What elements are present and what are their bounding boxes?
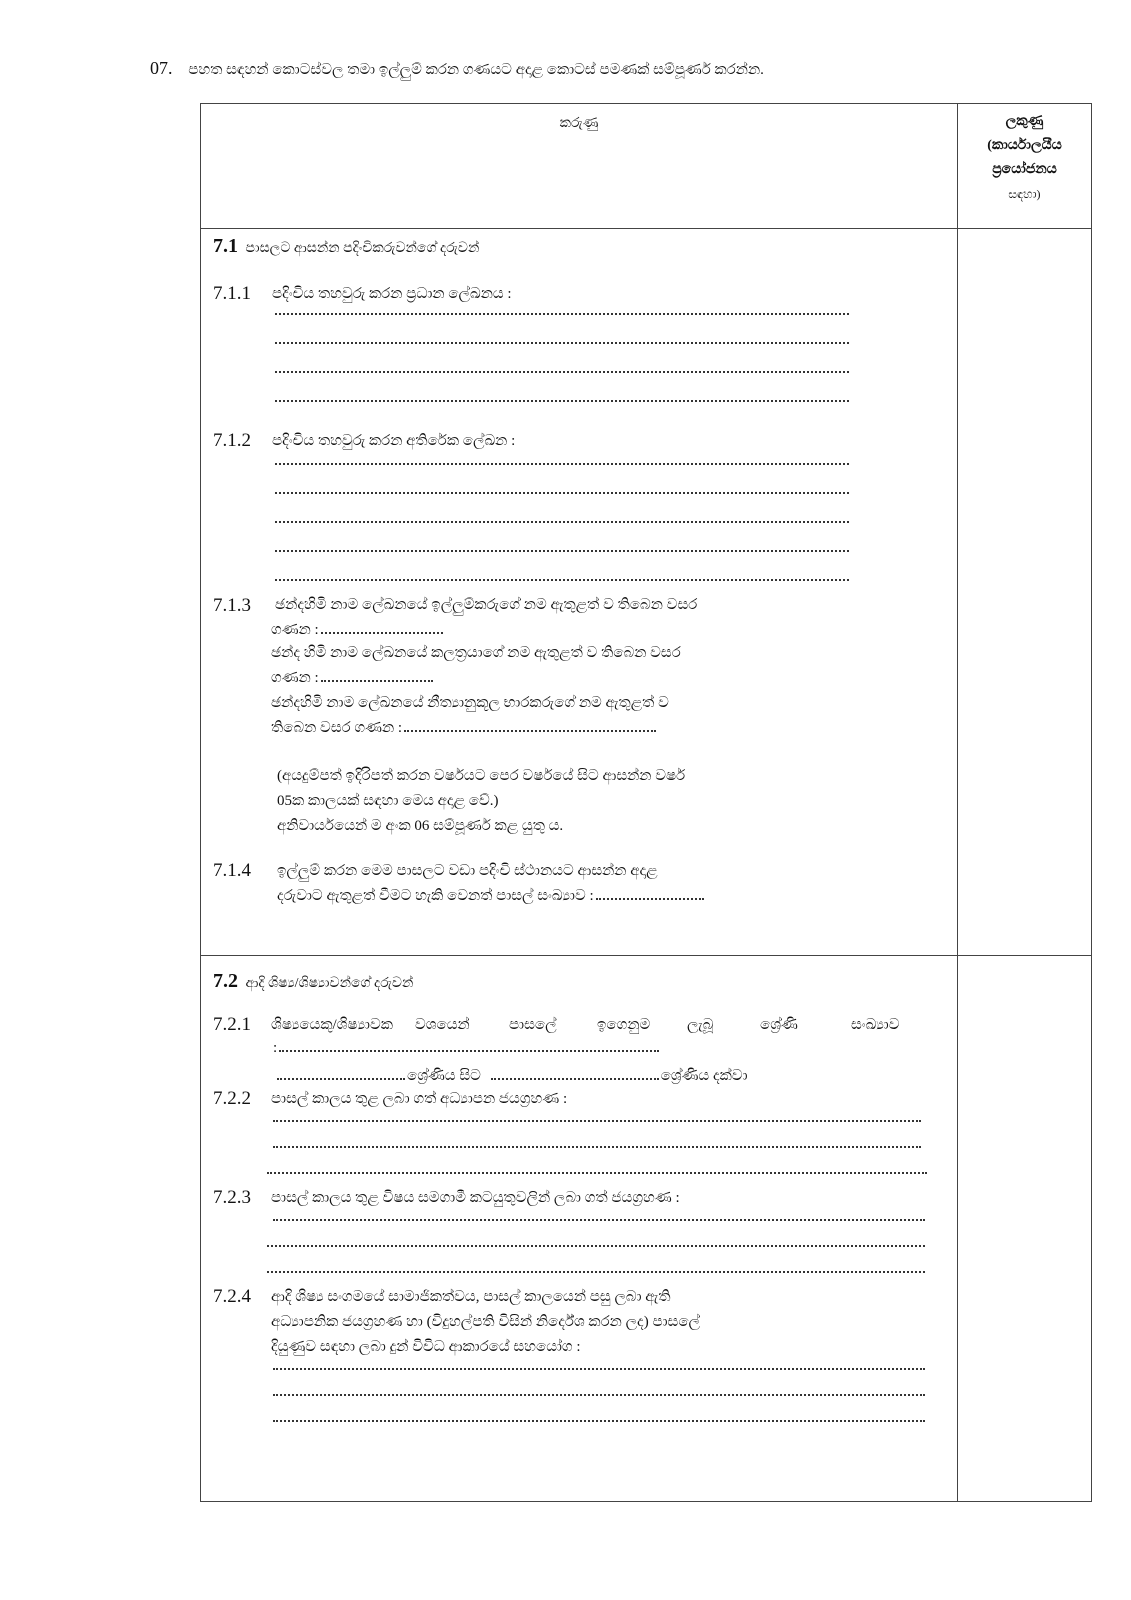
item-7-2-4-line-3[interactable] [273, 1418, 925, 1422]
item-7-1-3-note-line-1: (අයදුම්පත් ඉදිරිපත් කරන වර්ෂයට පෙර වර්ෂයේ සිට ආසන්න වර්ෂ [277, 768, 686, 784]
item-7-2-1-w3: පාසලේ [509, 1017, 557, 1033]
item-7-1-3-guardian-years-field[interactable] [404, 728, 656, 732]
item-7-1-4-number: 7.1.4 [213, 860, 251, 881]
item-7-2-2-line-1[interactable] [273, 1118, 921, 1122]
item-7-1-1-label: පදිංචිය තහවුරු කරන ප්‍රධාන ලේඛනය : [272, 286, 512, 302]
section-7-2-row [201, 956, 1092, 1502]
question-instruction: පහත සඳහන් කොටස්වල තමා ඉල්ලුම් කරන ගණයට අදාළ කොටස් පමණක් සම්පූර්ණ කරන්න. [188, 62, 764, 78]
section-7-1-number: 7.1 [213, 235, 238, 257]
item-7-2-2-number: 7.2.2 [213, 1088, 251, 1109]
marks-header-line-3: ප්‍රයෝජනය [992, 162, 1057, 177]
item-7-2-1-w5: ලැබූ [687, 1017, 714, 1033]
item-7-2-1-grades-count [273, 1040, 661, 1057]
section-7-2-title-text: ආදි ශිෂ්‍ය/ශිෂ්‍යාවන්ගේ දරුවන් [245, 976, 414, 991]
section-7-1-title [213, 235, 479, 258]
item-7-1-3-applicant-years-label: ගණන : [271, 622, 319, 638]
section-7-2-title [213, 970, 413, 993]
section-7-1-title-text: පාසලට ආසන්න පදිංචිකරුවන්ගේ දරුවන් [245, 241, 480, 256]
table-header-row [201, 104, 1092, 229]
marks-header-line-4: සඳහා) [1008, 187, 1041, 201]
item-7-2-4-label-line-2: අධ්‍යාපනික ජයග්‍රහණ හා (විදුහල්පති විසින් නිර්දේශ කරන ලද) පාසලේ [271, 1314, 700, 1330]
item-7-1-1-line-3[interactable] [275, 369, 849, 373]
item-7-2-1-colon: : [273, 1040, 278, 1056]
facts-column-header: කරුණු [201, 104, 958, 229]
item-7-1-4-label-line-2-text: දරුවාට ඇතුළත් වීමට හැකි වෙනත් පාසල් සංඛ්‍යාව : [277, 888, 594, 904]
item-7-1-4-label-line-2 [277, 887, 706, 905]
item-7-2-1-to-grade-field[interactable] [491, 1076, 659, 1080]
section-7-1-row [201, 229, 1092, 956]
item-7-1-3-note-line-2: 05ක කාලයක් සඳහා මෙය අදාළ වේ.) [277, 793, 499, 809]
item-7-1-3-guardian-years [271, 719, 658, 737]
item-7-2-4-line-1[interactable] [273, 1366, 925, 1370]
item-7-1-2-number: 7.1.2 [213, 430, 251, 451]
item-7-2-1-w2: වශයෙන් [415, 1017, 470, 1033]
item-7-2-3-number: 7.2.3 [213, 1187, 251, 1208]
item-7-1-4-other-schools-field[interactable] [596, 896, 704, 900]
item-7-2-1-to-label: ශ්‍රේණිය දක්වා [660, 1068, 748, 1084]
item-7-2-1-w7: සංඛ්‍යාව [851, 1017, 900, 1033]
item-7-2-3-line-2[interactable] [267, 1243, 925, 1247]
item-7-2-4-line-2[interactable] [273, 1392, 925, 1396]
marks-header-line-1: ලකුණු [1005, 114, 1044, 129]
item-7-1-3-number: 7.1.3 [213, 595, 251, 616]
item-7-1-4-label-line-1: ඉල්ලුම් කරන මෙම පාසලට වඩා පදිංචි ස්ථානයට ආසන්න අදාළ [277, 863, 658, 879]
section-7-2-content [201, 956, 958, 1502]
section-7-1-content [201, 229, 958, 956]
marks-column-header [958, 104, 1092, 229]
question-number: 07. [150, 58, 173, 78]
question-header [150, 58, 764, 79]
item-7-1-2-line-5[interactable] [275, 577, 849, 581]
item-7-2-3-line-3[interactable] [267, 1269, 925, 1273]
item-7-1-3-spouse-years-field[interactable] [321, 678, 433, 682]
item-7-1-3-applicant-years-field[interactable] [321, 630, 443, 634]
item-7-1-3-applicant-years [271, 621, 445, 639]
item-7-2-1-w6: ශ්‍රේණි [760, 1017, 798, 1033]
item-7-1-1-line-2[interactable] [275, 340, 849, 344]
item-7-1-2-line-2[interactable] [275, 490, 849, 494]
item-7-1-1-number: 7.1.1 [213, 283, 251, 304]
item-7-2-4-label-line-1: ආදි ශිෂ්‍ය සංගමයේ සාමාජිකත්වය, පාසල් කාලයෙන් පසු ලබා ඇති [271, 1289, 671, 1305]
item-7-1-3-mandatory-note: අනිවාර්යයෙන් ම අංක 06 සම්පූර්ණ කළ යුතු ය. [277, 818, 564, 834]
item-7-1-1-line-1[interactable] [275, 311, 849, 315]
item-7-1-2-line-4[interactable] [275, 548, 849, 552]
item-7-2-1-from-label: ශ්‍රේණිය සිට [407, 1068, 481, 1084]
item-7-2-1-w4: ඉගෙනුම [597, 1017, 651, 1033]
item-7-1-2-label: පදිංචිය තහවුරු කරන අතිරේක ලේඛන : [272, 433, 516, 449]
item-7-1-3-guardian-years-label: තිබෙන වසර ගණන : [271, 720, 403, 736]
item-7-1-3-voter-guardian: ඡන්දහිමි නාම ලේඛනයේ නීත්‍යානුකූල භාරකරුගේ නම ඇතුළත් ව [271, 695, 669, 711]
item-7-1-3-spouse-years-label: ගණන : [271, 670, 319, 686]
item-7-2-1-from-grade-field[interactable] [277, 1076, 405, 1080]
item-7-2-4-label-line-3: දියුණුව සඳහා ලබා දුන් විවිධ ආකාරයේ සහයෝග : [271, 1339, 581, 1355]
item-7-1-1-line-4[interactable] [275, 398, 849, 402]
item-7-1-3-voter-applicant: ඡන්දහිමි නාම ලේඛනයේ ඉල්ලුම්කරුගේ නම ඇතුළත් ව තිබෙන වසර [275, 597, 698, 613]
item-7-1-2-line-1[interactable] [275, 461, 849, 465]
item-7-2-2-line-2[interactable] [273, 1144, 921, 1148]
item-7-1-3-spouse-years [271, 669, 435, 687]
section-7-2-number: 7.2 [213, 970, 238, 992]
item-7-2-1-grades-count-field[interactable] [279, 1048, 659, 1052]
item-7-2-2-line-3[interactable] [267, 1170, 927, 1174]
item-7-2-3-label: පාසල් කාලය තුළ විෂය සමගාමී කටයුතුවලින් ලබා ගත් ජයග්‍රහණ : [271, 1190, 680, 1206]
marks-header-line-2: (කාර්යාලයීය [987, 138, 1062, 153]
item-7-2-4-number: 7.2.4 [213, 1286, 251, 1307]
item-7-2-1-grade-range [275, 1067, 748, 1085]
item-7-1-3-voter-spouse: ඡන්ද හිමි නාම ලේඛනයේ කලත්‍රයාගේ නම ඇතුළත් ව තිබෙන වසර [271, 645, 681, 661]
item-7-1-2-line-3[interactable] [275, 519, 849, 523]
application-form-table [200, 103, 1092, 1502]
section-7-2-marks-cell[interactable] [958, 956, 1092, 1502]
item-7-2-3-line-1[interactable] [273, 1217, 925, 1221]
section-7-1-marks-cell[interactable] [958, 229, 1092, 956]
item-7-2-1-number: 7.2.1 [213, 1014, 251, 1035]
item-7-2-1-w1: ශිෂ්‍යයෙකු/ශිෂ්‍යාවක [271, 1017, 393, 1033]
item-7-2-2-label: පාසල් කාලය තුළ ලබා ගත් අධ්‍යාපන ජයග්‍රහණ : [271, 1091, 568, 1107]
